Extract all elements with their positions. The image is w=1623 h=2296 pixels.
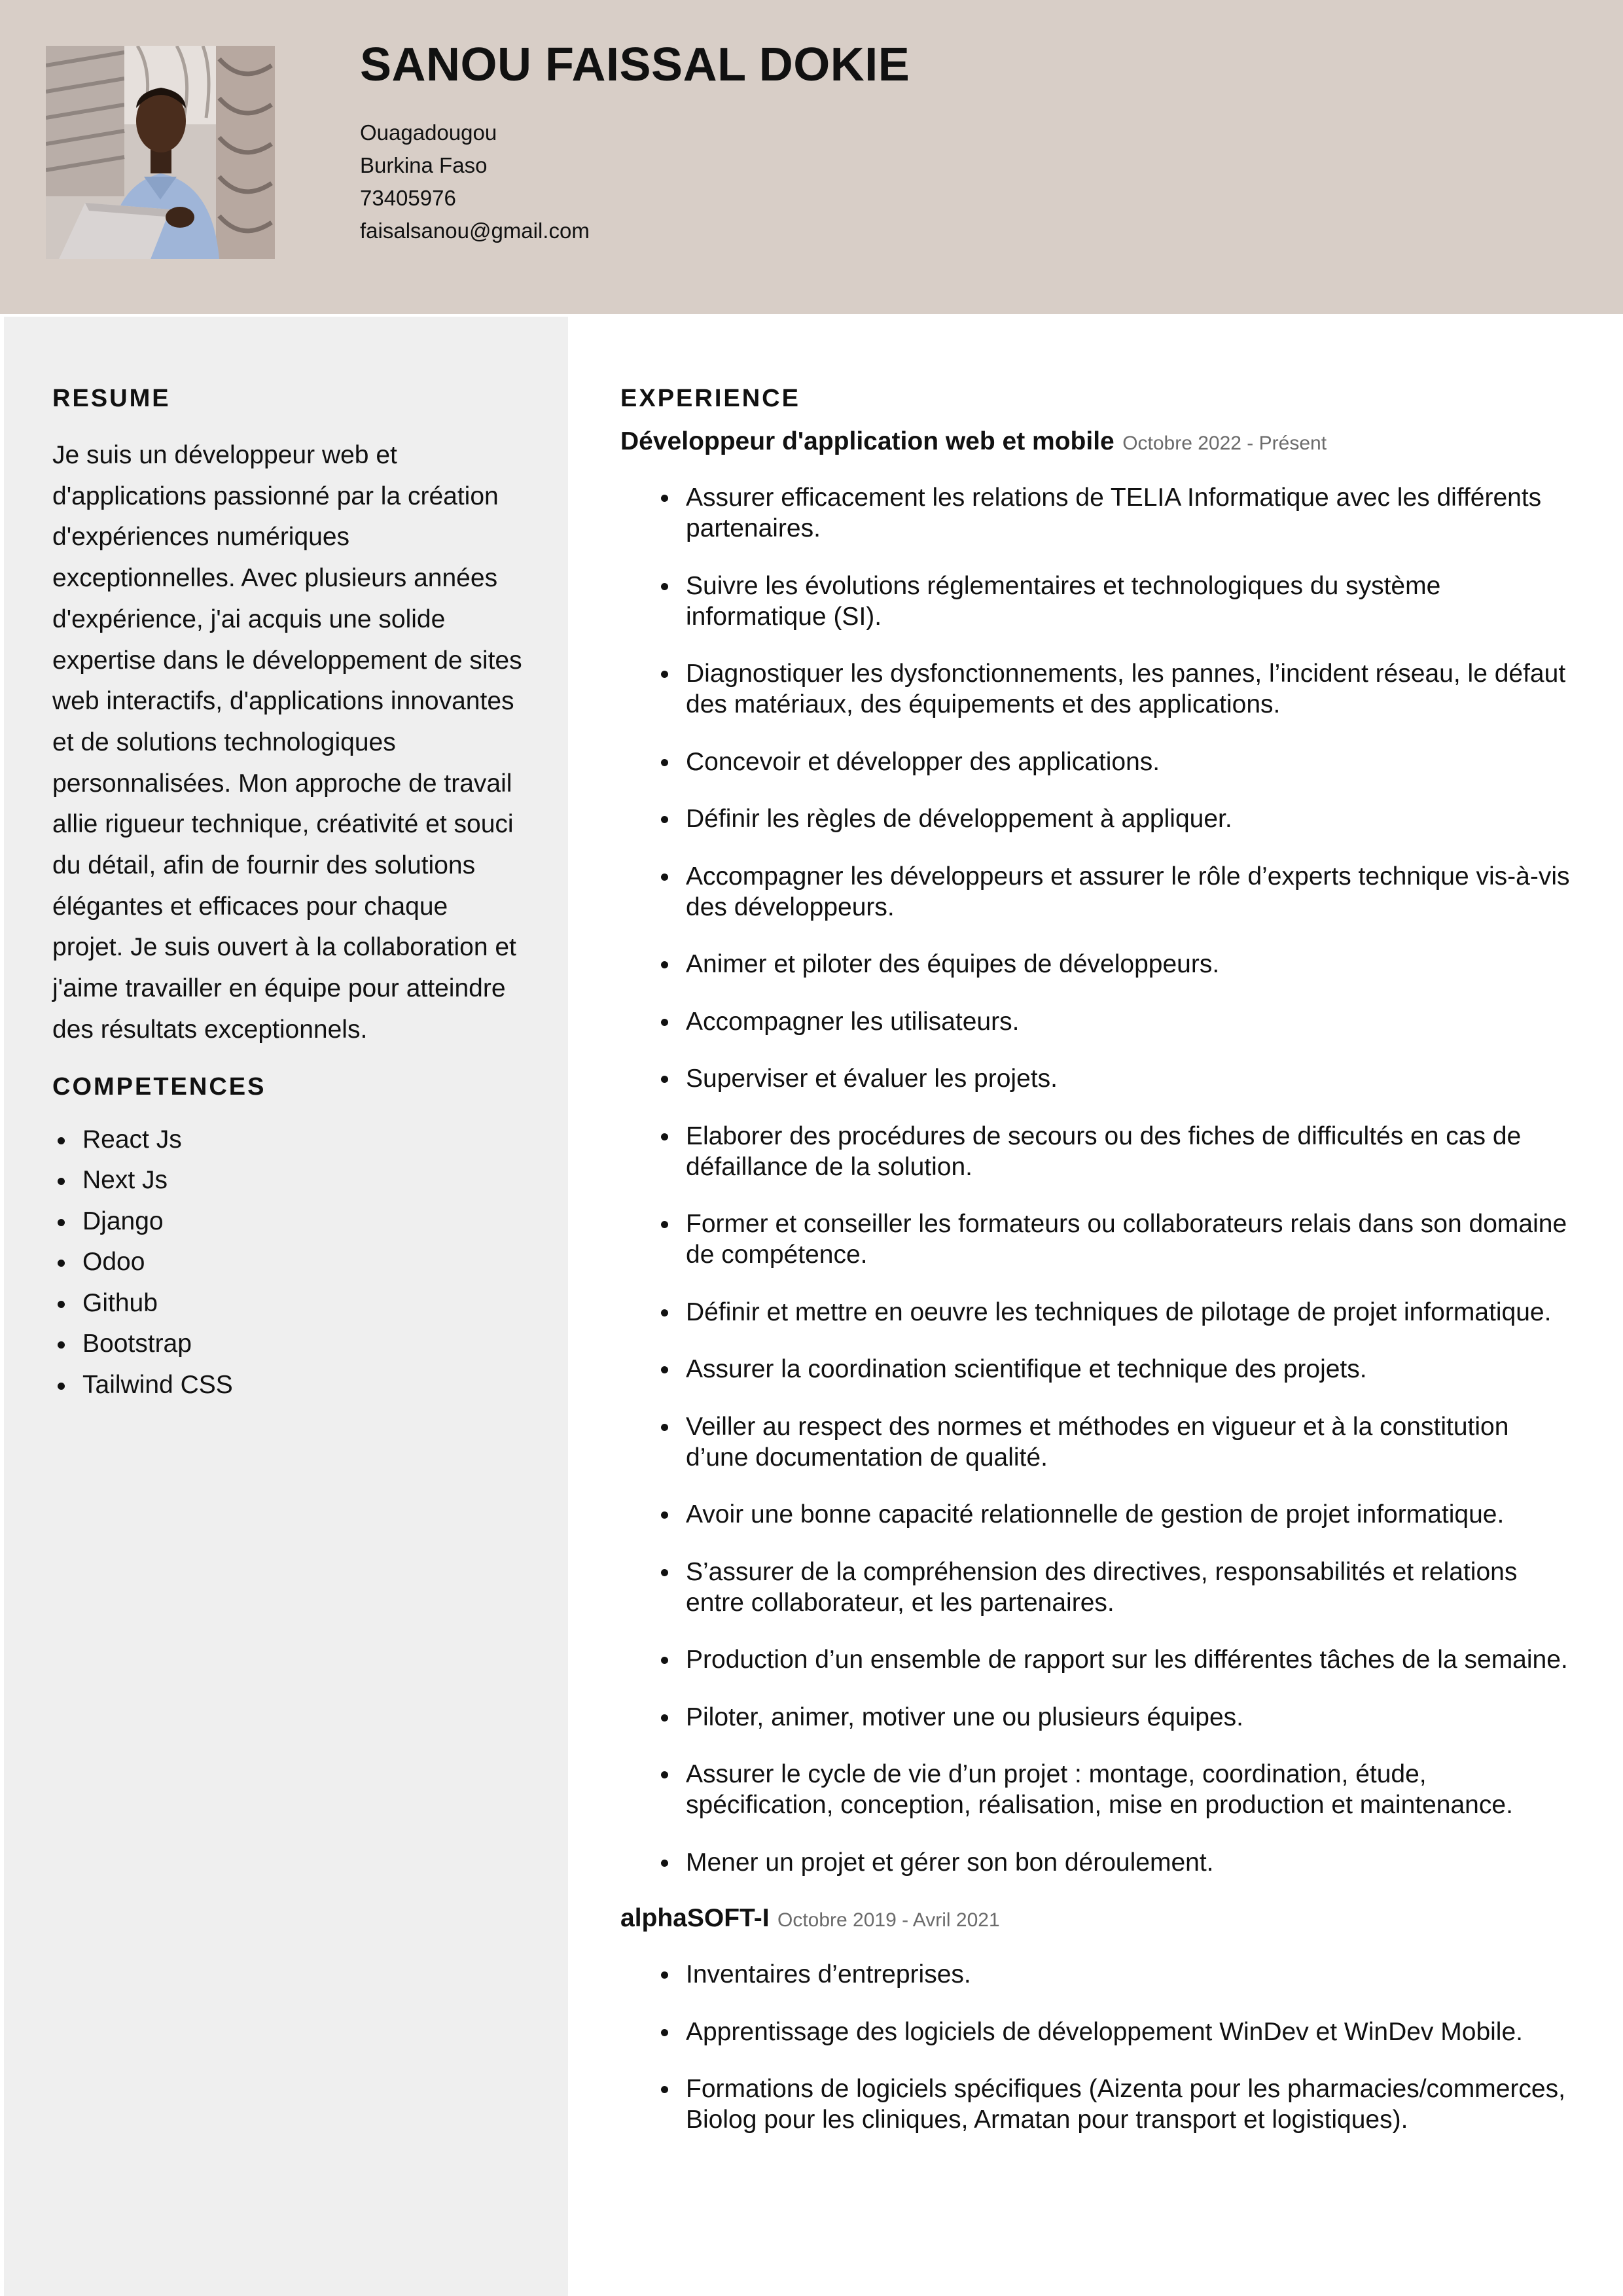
- job-title: alphaSOFT-I: [620, 1904, 770, 1932]
- left-column: [52, 385, 524, 1405]
- skill-item: React Js: [52, 1120, 524, 1161]
- job-task-list: [620, 1959, 1576, 2135]
- task-item: Accompagner les utilisateurs.: [620, 1006, 1576, 1037]
- task-item: Apprentissage des logiciels de développement WinDev et WinDev Mobile.: [620, 2017, 1576, 2047]
- task-item: Assurer le cycle de vie d’un projet : montage, coordination, étude, spécification, conception, réalisation, mise en production et maintenance.: [620, 1759, 1576, 1820]
- task-item: Animer et piloter des équipes de développeurs.: [620, 949, 1576, 980]
- job-header: [620, 427, 1576, 456]
- profile-photo: [46, 46, 275, 259]
- skill-item: Next Js: [52, 1160, 524, 1201]
- task-item: Superviser et évaluer les projets.: [620, 1063, 1576, 1094]
- job-title: Développeur d'application web et mobile: [620, 427, 1115, 455]
- contact-city: Ouagadougou: [360, 120, 497, 145]
- task-item: Veiller au respect des normes et méthodes en vigueur et à la constitution d’une documentation de qualité.: [620, 1411, 1576, 1473]
- task-item: Avoir une bonne capacité relationnelle de gestion de projet informatique.: [620, 1499, 1576, 1530]
- contact-block: [360, 116, 590, 247]
- job-dates: Octobre 2022 - Présent: [1122, 433, 1327, 454]
- task-item: Formations de logiciels spécifiques (Aizenta pour les pharmacies/commerces, Biolog pour les cliniques, Armatan pour transport et logistiques).: [620, 2074, 1576, 2135]
- experience-heading: EXPERIENCE: [620, 385, 800, 412]
- task-item: Inventaires d’entreprises.: [620, 1959, 1576, 1990]
- skill-item: Bootstrap: [52, 1324, 524, 1365]
- contact-phone: 73405976: [360, 186, 456, 210]
- skill-item: Odoo: [52, 1242, 524, 1283]
- task-item: Elaborer des procédures de secours ou des fiches de difficultés en cas de défaillance de la solution.: [620, 1121, 1576, 1182]
- right-column: [620, 385, 1576, 2162]
- summary-heading: RESUME: [52, 385, 171, 412]
- task-item: Définir les règles de développement à appliquer.: [620, 804, 1576, 834]
- job-task-list: [620, 482, 1576, 1878]
- task-item: Accompagner les développeurs et assurer le rôle d’experts technique vis-à-vis des développeurs.: [620, 861, 1576, 923]
- task-item: Piloter, animer, motiver une ou plusieurs équipes.: [620, 1702, 1576, 1733]
- skills-list: [52, 1120, 524, 1406]
- header-band: [0, 0, 1623, 314]
- task-item: Définir et mettre en oeuvre les techniques de pilotage de projet informatique.: [620, 1297, 1576, 1328]
- skills-heading: COMPETENCES: [52, 1072, 266, 1101]
- task-item: Mener un projet et gérer son bon déroulement.: [620, 1847, 1576, 1878]
- task-item: Former et conseiller les formateurs ou collaborateurs relais dans son domaine de compétence.: [620, 1209, 1576, 1270]
- task-item: Diagnostiquer les dysfonctionnements, les pannes, l’incident réseau, le défaut des matériaux, des équipements et des applications.: [620, 658, 1576, 720]
- task-item: S’assurer de la compréhension des directives, responsabilités et relations entre collaborateur, et les partenaires.: [620, 1557, 1576, 1618]
- task-item: Assurer la coordination scientifique et technique des projets.: [620, 1354, 1576, 1385]
- skill-item: Django: [52, 1201, 524, 1243]
- job-header: [620, 1904, 1576, 1933]
- skill-item: Github: [52, 1283, 524, 1324]
- job-dates: Octobre 2019 - Avril 2021: [777, 1909, 1000, 1931]
- task-item: Concevoir et développer des applications.: [620, 747, 1576, 777]
- task-item: Assurer efficacement les relations de TELIA Informatique avec les différents partenaires.: [620, 482, 1576, 544]
- summary-text: Je suis un développeur web et d'applications passionné par la création d'expériences numériques exceptionnelles. Avec plusieurs années d'expérience, j'ai acquis une solide expertise dans le développement de sites web interactifs, d'applications innovantes et de solutions technologiques personnalisées. Mon approche de travail allie rigueur technique, créativité et souci du détail, afin de fournir des solutions élégantes et efficaces pour chaque projet. Je suis ouvert à la collaboration et j'aime travailler en équipe pour atteindre des résultats exceptionnels.: [52, 441, 522, 1044]
- candidate-name: SANOU FAISSAL DOKIE: [360, 39, 910, 91]
- contact-email: faisalsanou@gmail.com: [360, 219, 590, 243]
- task-item: Production d’un ensemble de rapport sur les différentes tâches de la semaine.: [620, 1644, 1576, 1675]
- task-item: Suivre les évolutions réglementaires et technologiques du système informatique (SI).: [620, 571, 1576, 632]
- skill-item: Tailwind CSS: [52, 1365, 524, 1406]
- contact-country: Burkina Faso: [360, 153, 488, 177]
